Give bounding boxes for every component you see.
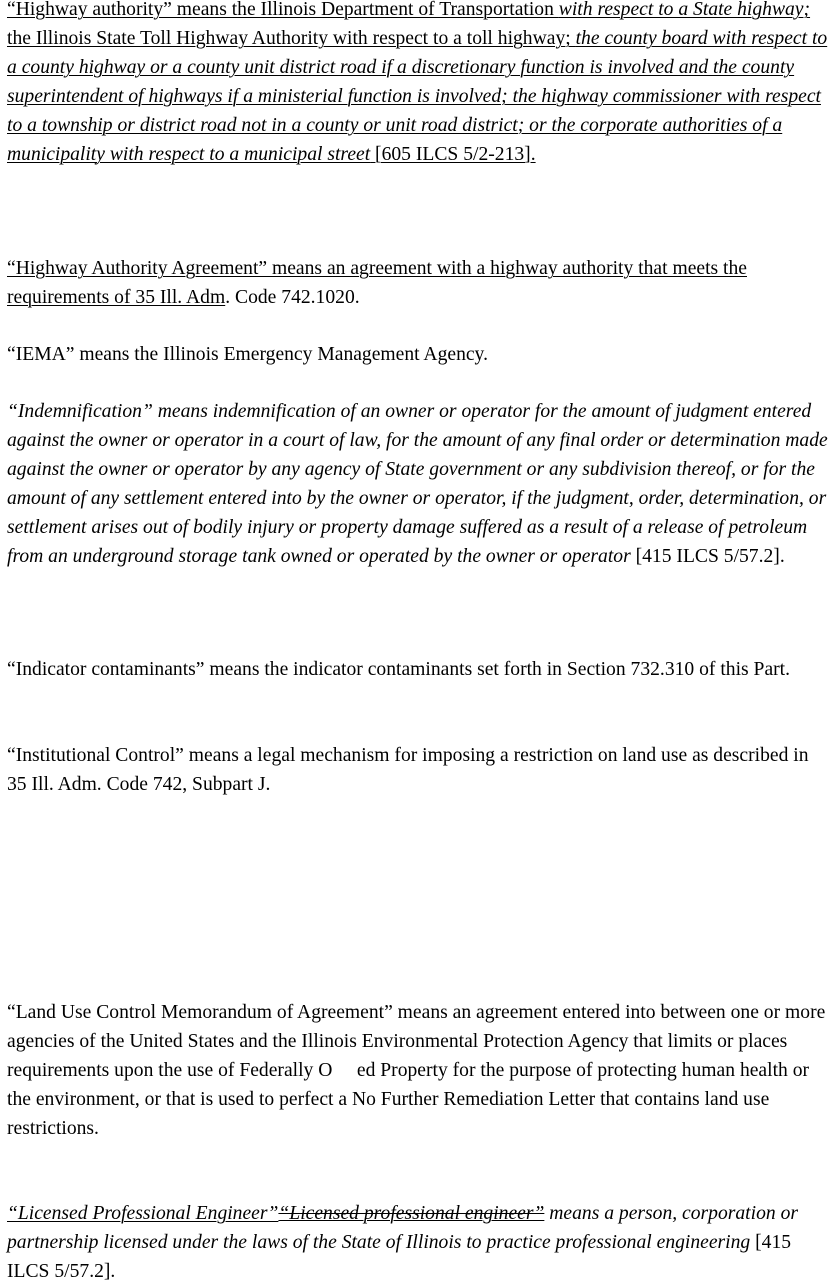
indemnification-citation: [415 ILCS 5/57.2].: [630, 545, 785, 567]
definition-land-use-control-moa: “Land Use Control Memorandum of Agreement” means an agreement entered into between one or more agencies of the United States and the Illinois Environmental Protection Agency that limits or places requirements upon the use of Federally O ed Property for the purpose of protecting human health or the environment, or that is used to perfect a No Further Remediation Letter that contains land use restrictions.: [7, 1002, 826, 1139]
licensed-pe-citation: [415 ILCS 5/57.2].: [7, 1231, 792, 1282]
licensed-pe-new-term: “Licensed Professional Engineer”: [7, 1203, 279, 1224]
definition-highway-authority: [7, 0, 829, 169]
highway-authority-agreement-text: “Highway Authority Agreement” means an agreement with a highway authority that meets the requirements of 35 Ill. Adm: [7, 258, 747, 308]
highway-authority-agreement-code: . Code 742.1020.: [225, 286, 360, 308]
definition-licensed-professional-engineer: [7, 1200, 829, 1287]
definition-highway-authority-agreement: [7, 255, 829, 313]
definition-iema: “IEMA” means the Illinois Emergency Management Agency.: [7, 344, 488, 365]
highway-authority-text-4: the county board with respect to a county highway or a county unit district road if a discretionary function is involved and the county superintendent of highways if a ministerial function is involved; the highway commissioner with respect to a township or district road not in a county or unit road district; or the corporate authorities of a municipality with respect to a municipal street: [7, 27, 828, 165]
indemnification-text: “Indemnification” means indemnification of an owner or operator for the amount of judgment entered against the owner or operator in a court of law, for the amount of any final order or determination made against the owner or operator by any agency of State government or any subdivision thereof, or for the amount of any settlement entered into by the owner or operator, if the judgment, order, determination, or settlement arises out of bodily injury or property damage suffered as a result of a release of petroleum from an underground storage tank owned or operated by the owner or operator: [7, 401, 828, 567]
licensed-pe-deleted-term: “Licensed professional engineer”: [278, 1203, 545, 1224]
highway-authority-text-1: “Highway authority” means the Illinois Department of Transportation: [7, 0, 559, 20]
definition-institutional-control: “Institutional Control” means a legal mechanism for imposing a restriction on land use as described in 35 Ill. Adm. Code 742, Subpart J.: [7, 745, 809, 795]
definition-indicator-contaminants: “Indicator contaminants” means the indicator contaminants set forth in Section 732.310 of this Part.: [7, 659, 791, 680]
highway-authority-citation: [605 ILCS 5/2-213].: [370, 143, 536, 165]
highway-authority-text-2: with respect to a State highway;: [558, 0, 811, 20]
definition-indemnification: [7, 398, 829, 571]
licensed-pe-text: means a person, corporation or partnership licensed under the laws of the State of Illinois to practice professional engineering: [7, 1203, 798, 1253]
highway-authority-text-3: the Illinois State Toll Highway Authority with respect to a toll highway;: [7, 27, 576, 49]
